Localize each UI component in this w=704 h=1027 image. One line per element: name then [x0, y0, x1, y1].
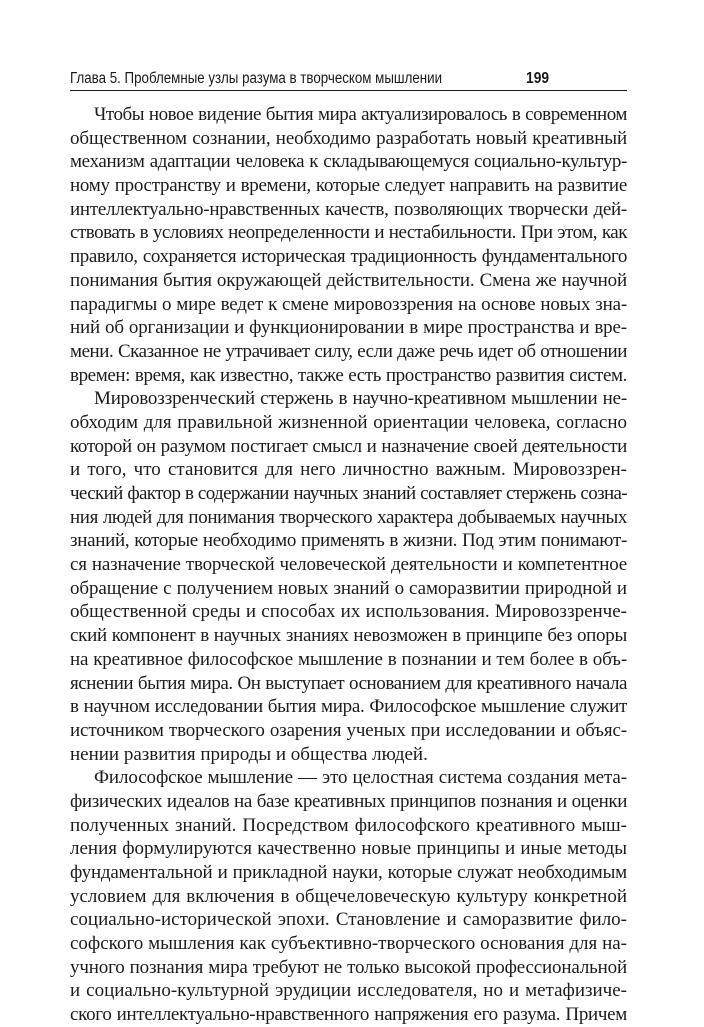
- text-line: понимания бытия окружающей действительности. Смена же научной: [70, 269, 627, 291]
- text-line: парадигмы о мире ведет к смене мировоззрения на основе новых зна-: [70, 293, 627, 315]
- text-line: мени. Сказанное не утрачивает силу, если даже речь идет об отношении: [70, 340, 627, 362]
- page-number: 199: [526, 70, 550, 87]
- text-line: времен: время, как известно, также есть пространство развития систем.: [70, 364, 627, 386]
- text-line: ления формулируются качественно новые принципы и иные методы: [70, 838, 627, 860]
- text-line: ский компонент в научных знаниях невозможен в принципе без опоры: [70, 625, 627, 647]
- body-text: [70, 103, 627, 1027]
- text-line: ному пространству и времени, которые следует направить на развитие: [70, 175, 627, 197]
- chapter-title: Глава 5. Проблемные узлы разума в творческом мышлении: [70, 70, 443, 87]
- text-line: социально-исторической эпохи. Становление и саморазвитие фило-: [70, 909, 627, 931]
- text-line: полученных знаний. Посредством философского креативного мыш-: [70, 814, 627, 836]
- text-line: яснении бытия мира. Он выступает основанием для креативного начала: [70, 672, 627, 694]
- text-line: общественной среды и способах их использования. Мировоззренче-: [70, 601, 627, 623]
- text-line: Мировоззренческий стержень в научно-креативном мышлении не-: [94, 388, 627, 410]
- text-line: ний об организации и функционировании в мире пространства и вре-: [70, 317, 627, 339]
- text-line: Чтобы новое видение бытия мира актуализировалось в современном: [94, 104, 627, 125]
- text-line: на креативное философское мышление в познании и тем более в объ-: [70, 648, 627, 670]
- paragraph-3: [70, 766, 627, 1027]
- text-line: нении развития природы и общества людей.: [70, 743, 428, 765]
- text-line: ческий фактор в содержании научных знаний составляет стержень созна-: [70, 483, 627, 504]
- text-line: ского интеллектуально-нравственного напряжения его разума. Причем: [70, 1004, 627, 1026]
- text-line: софского мышления как субъективно-творческого основания для на-: [70, 933, 627, 955]
- text-line: и социально-культурной эрудиции исследователя, но и метафизиче-: [70, 980, 627, 1002]
- text-line: ния людей для понимания творческого характера добываемых научных: [70, 506, 627, 528]
- text-line: обращение с получением новых знаний о саморазвитии природной и: [70, 577, 627, 599]
- text-line: условием для включения в общечеловеческую культуру конкретной: [70, 885, 627, 907]
- text-line: интеллектуально-нравственных качеств, позволяющих творчески дей-: [70, 198, 627, 220]
- text-line: и того, что становится для него личностно важным. Мировоззрен-: [70, 459, 627, 481]
- text-line: ся назначение творческой человеческой деятельности и компетентное: [70, 554, 627, 576]
- paragraph-2: [70, 387, 627, 766]
- text-line: источником творческого озарения ученых при исследовании и объяс-: [70, 719, 627, 741]
- text-line: правило, сохраняется историческая традиционность фундаментального: [70, 246, 627, 268]
- text-line: ствовать в условиях неопределенности и нестабильности. При этом, как: [70, 222, 627, 244]
- header-rule: [70, 90, 627, 91]
- paragraph-1: [70, 103, 627, 387]
- text-line: обходим для правильной жизненной ориентации человека, согласно: [70, 411, 627, 433]
- text-line: фундаментальной и прикладной науки, которые служат необходимым: [70, 862, 627, 883]
- running-header: [70, 66, 549, 88]
- text-line: общественном сознании, необходимо разработать новый креативный: [70, 127, 627, 149]
- text-line: механизм адаптации человека к складывающемуся социально-культур-: [70, 151, 627, 173]
- text-line: знаний, которые необходимо применять в жизни. Под этим понимают-: [70, 530, 627, 552]
- text-line: Философское мышление — это целостная система создания мета-: [94, 767, 627, 789]
- text-line: которой он разумом постигает смысл и назначение своей деятельности: [70, 435, 627, 457]
- text-line: физических идеалов на базе креативных принципов познания и оценки: [70, 790, 627, 812]
- text-line: в научном исследовании бытия мира. Философское мышление служит: [70, 696, 627, 718]
- text-line: учного познания мира требуют не только высокой профессиональной: [70, 956, 627, 978]
